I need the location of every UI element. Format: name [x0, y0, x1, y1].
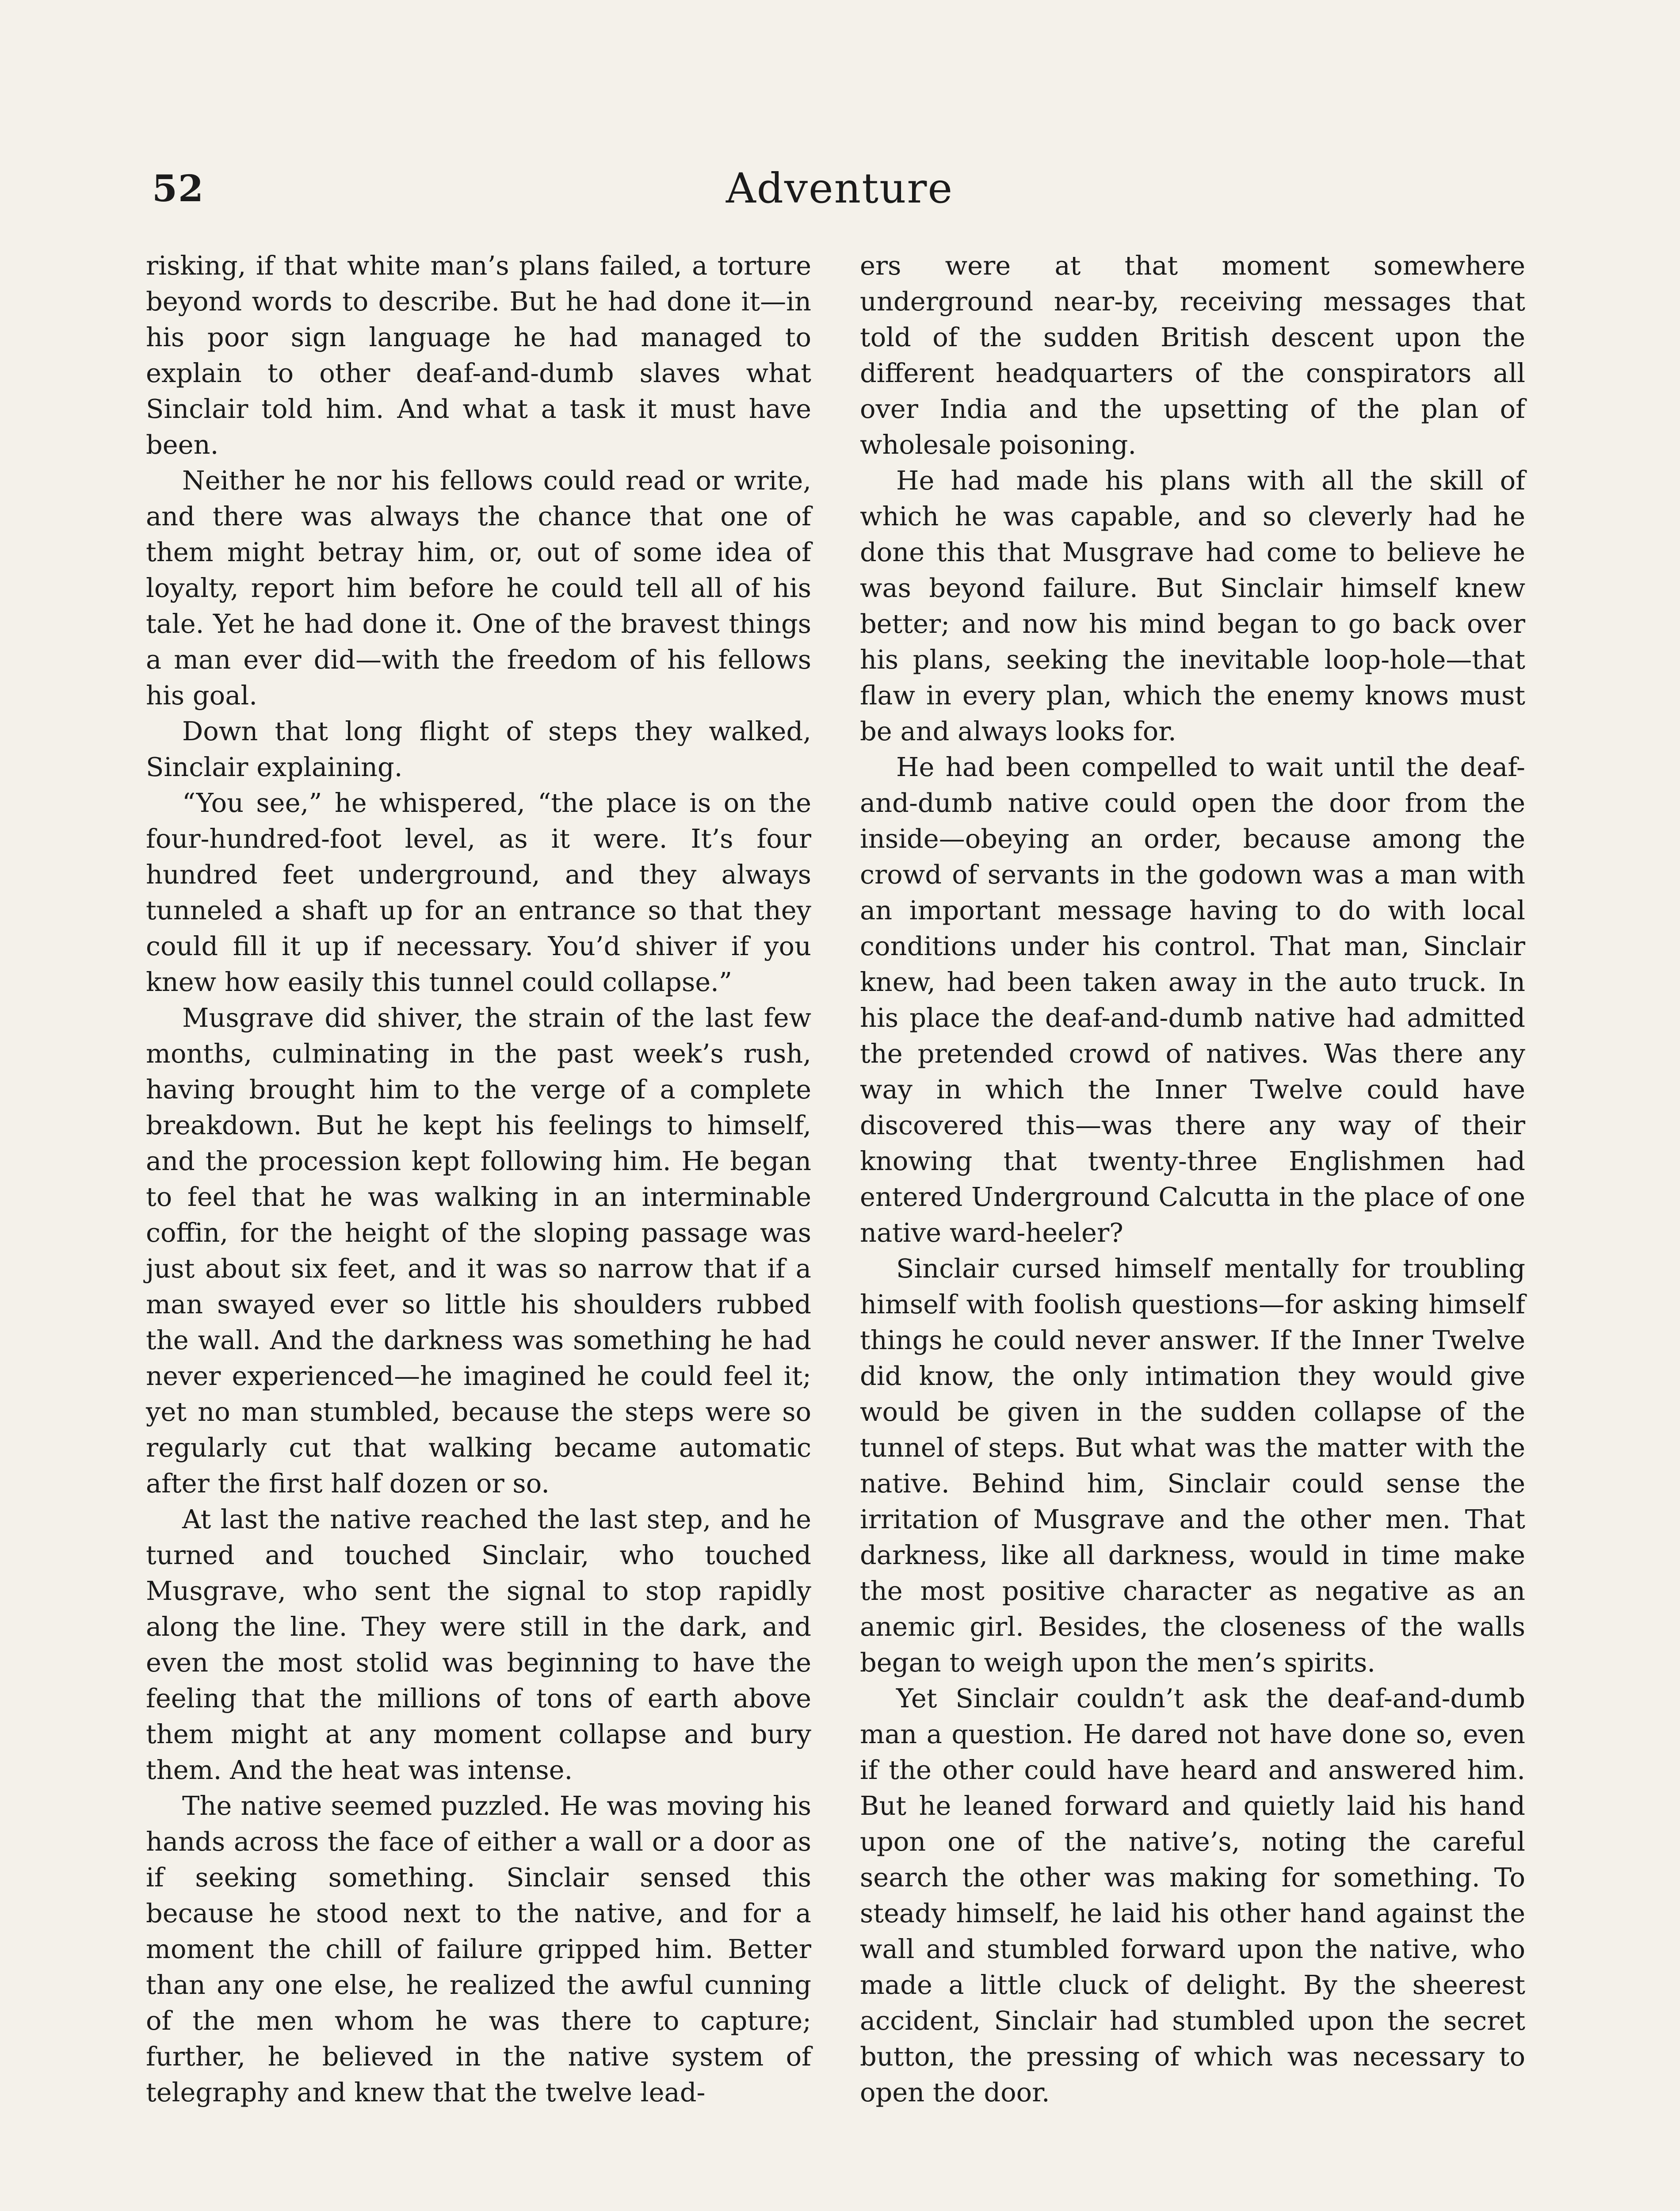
- paragraph: Musgrave did shiver, the strain of the last few months, culminating in the past week’s rush, having brought him to the verge of a complete breakdown. But he kept his feelings to himself, and the procession kept following him. He began to feel that he was walking in an interminable coffin, for the height of the sloping passage was just about six feet, and it was so narrow that if a man swayed ever so little his shoulders rubbed the wall. And the darkness was something he had never experienced—he imagined he could feel it; yet no man stumbled, because the steps were so regularly cut that walking became automatic after the first half dozen or so.: [146, 1002, 811, 1499]
- page-header: [152, 156, 1527, 222]
- paragraph: At last the native reached the last step, and he turned and touched Sinclair, who touched Musgrave, who sent the signal to stop rapidly along the line. They were still in the dark, and even the most stolid was beginning to have the feeling that the millions of tons of earth above them might at any moment collapse and bury them. And the heat was intense.: [146, 1504, 811, 1785]
- paragraph: Neither he nor his fellows could read or write, and there was always the chance that one of them might betray him, or, out of some idea of loyalty, report him before he could tell all of his tale. Yet he had done it. One of the bravest things a man ever did—with the freedom of his fellows his goal.: [146, 465, 811, 711]
- paragraph: “You see,” he whispered, “the place is on the four-hundred-foot level, as it were. It’s four hundred feet underground, and they always tunneled a shaft up for an entrance so that they could fill it up if necessary. You’d shiver if you knew how easily this tunnel could collapse.”: [146, 788, 811, 997]
- right-column: [860, 248, 1525, 2110]
- page-number: 52: [152, 168, 205, 210]
- left-column: [146, 248, 811, 2110]
- paragraph: Sinclair cursed himself mentally for troubling himself with foolish questions—for asking himself things he could never answer. If the Inner Twelve did know, the only intimation they would give would be given in the sudden collapse of the tunnel of steps. But what was the matter with the native. Behind him, Sinclair could sense the irritation of Musgrave and the other men. That darkness, like all darkness, would in time make the most positive character as negative as an anemic girl. Besides, the closeness of the walls began to weigh upon the men’s spirits.: [860, 1253, 1525, 1678]
- paragraph: risking, if that white man’s plans failed, a torture beyond words to describe. But he had done it—in his poor sign language he had managed to explain to other deaf-and-dumb slaves what Sinclair told him. And what a task it must have been.: [146, 250, 811, 460]
- paragraph: He had been compelled to wait until the deaf-and-dumb native could open the door from the inside—obeying an order, because among the crowd of servants in the godown was a man with an important message having to do with local conditions under his control. That man, Sinclair knew, had been taken away in the auto truck. In his place the deaf-and-dumb native had admitted the pretended crowd of natives. Was there any way in which the Inner Twelve could have discovered this—was there any way of their knowing that twenty-three Englishmen had entered Underground Calcutta in the place of one native ward-heeler?: [860, 752, 1525, 1248]
- paragraph: Down that long flight of steps they walked, Sinclair explaining.: [146, 716, 811, 782]
- paragraph: The native seemed puzzled. He was moving his hands across the face of either a wall or a door as if seeking something. Sinclair sensed this because he stood next to the native, and for a moment the chill of failure gripped him. Better than any one else, he realized the awful cunning of the men whom he was there to capture; further, he believed in the native system of telegraphy and knew that the twelve lead-: [146, 1790, 811, 2108]
- running-head-title: Adventure: [725, 164, 954, 213]
- paragraph: He had made his plans with all the skill of which he was capable, and so cleverly had he done this that Musgrave had come to believe he was beyond failure. But Sinclair himself knew better; and now his mind began to go back over his plans, seeking the inevitable loop-hole—that flaw in every plan, which the enemy knows must be and always looks for.: [860, 465, 1525, 746]
- paragraph: ers were at that moment somewhere underground near-by, receiving messages that told of the sudden British descent upon the different headquarters of the conspirators all over India and the upsetting of the plan of wholesale poisoning.: [860, 250, 1525, 460]
- paragraph: Yet Sinclair couldn’t ask the deaf-and-dumb man a question. He dared not have done so, even if the other could have heard and answered him. But he leaned forward and quietly laid his hand upon one of the native’s, noting the careful search the other was making for something. To steady himself, he laid his other hand against the wall and stumbled forward upon the native, who made a little cluck of delight. By the sheerest accident, Sinclair had stumbled upon the secret button, the pressing of which was necessary to open the door.: [860, 1683, 1525, 2108]
